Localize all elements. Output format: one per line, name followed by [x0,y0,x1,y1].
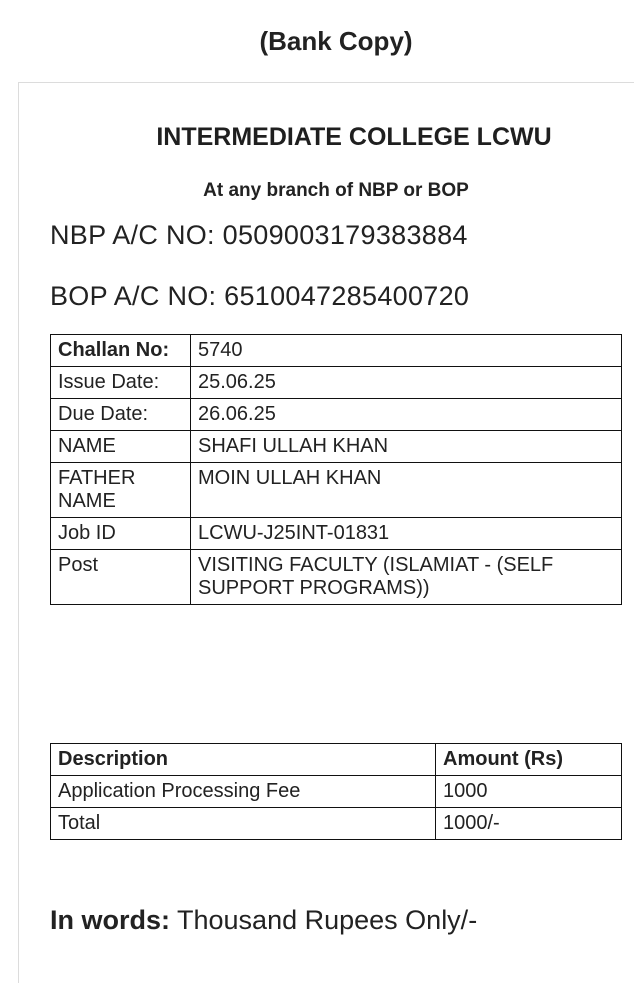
description-header: Description [51,744,436,776]
challan-no-value: 5740 [191,335,622,367]
table-row [51,367,622,399]
issue-date-label: Issue Date: [51,367,191,399]
amount-in-words [50,905,477,936]
post-value: VISITING FACULTY (ISLAMIAT - (SELF SUPPORT PROGRAMS)) [191,550,622,605]
table-row [51,335,622,367]
challan-no-label: Challan No: [51,335,191,367]
table-row [51,431,622,463]
post-label: Post [51,550,191,605]
challan-info-table [50,334,622,605]
fee-description: Application Processing Fee [51,776,436,808]
name-label: NAME [51,431,191,463]
copy-title: (Bank Copy) [259,26,413,56]
issue-date-value: 25.06.25 [191,367,622,399]
college-name: INTERMEDIATE COLLEGE LCWU [156,123,552,151]
father-name-value: MOIN ULLAH KHAN [191,463,622,518]
fee-amount: 1000 [436,776,622,808]
in-words-value: Thousand Rupees Only/- [177,905,478,935]
table-row [51,518,622,550]
table-row [51,399,622,431]
nbp-account-number: NBP A/C NO: 0509003179383884 [50,220,468,250]
name-value: SHAFI ULLAH KHAN [191,431,622,463]
job-id-value: LCWU-J25INT-01831 [191,518,622,550]
bop-account-number: BOP A/C NO: 6510047285400720 [50,281,470,311]
table-row [51,463,622,518]
table-row [51,776,622,808]
amount-header: Amount (Rs) [436,744,622,776]
table-header-row [51,744,622,776]
job-id-label: Job ID [51,518,191,550]
branch-note: At any branch of NBP or BOP [203,180,469,201]
father-name-label: FATHER NAME [51,463,191,518]
total-amount: 1000/- [436,808,622,840]
table-row [51,808,622,840]
total-label: Total [51,808,436,840]
due-date-label: Due Date: [51,399,191,431]
table-row [51,550,622,605]
due-date-value: 26.06.25 [191,399,622,431]
fee-table [50,743,622,840]
in-words-label: In words: [50,905,170,935]
